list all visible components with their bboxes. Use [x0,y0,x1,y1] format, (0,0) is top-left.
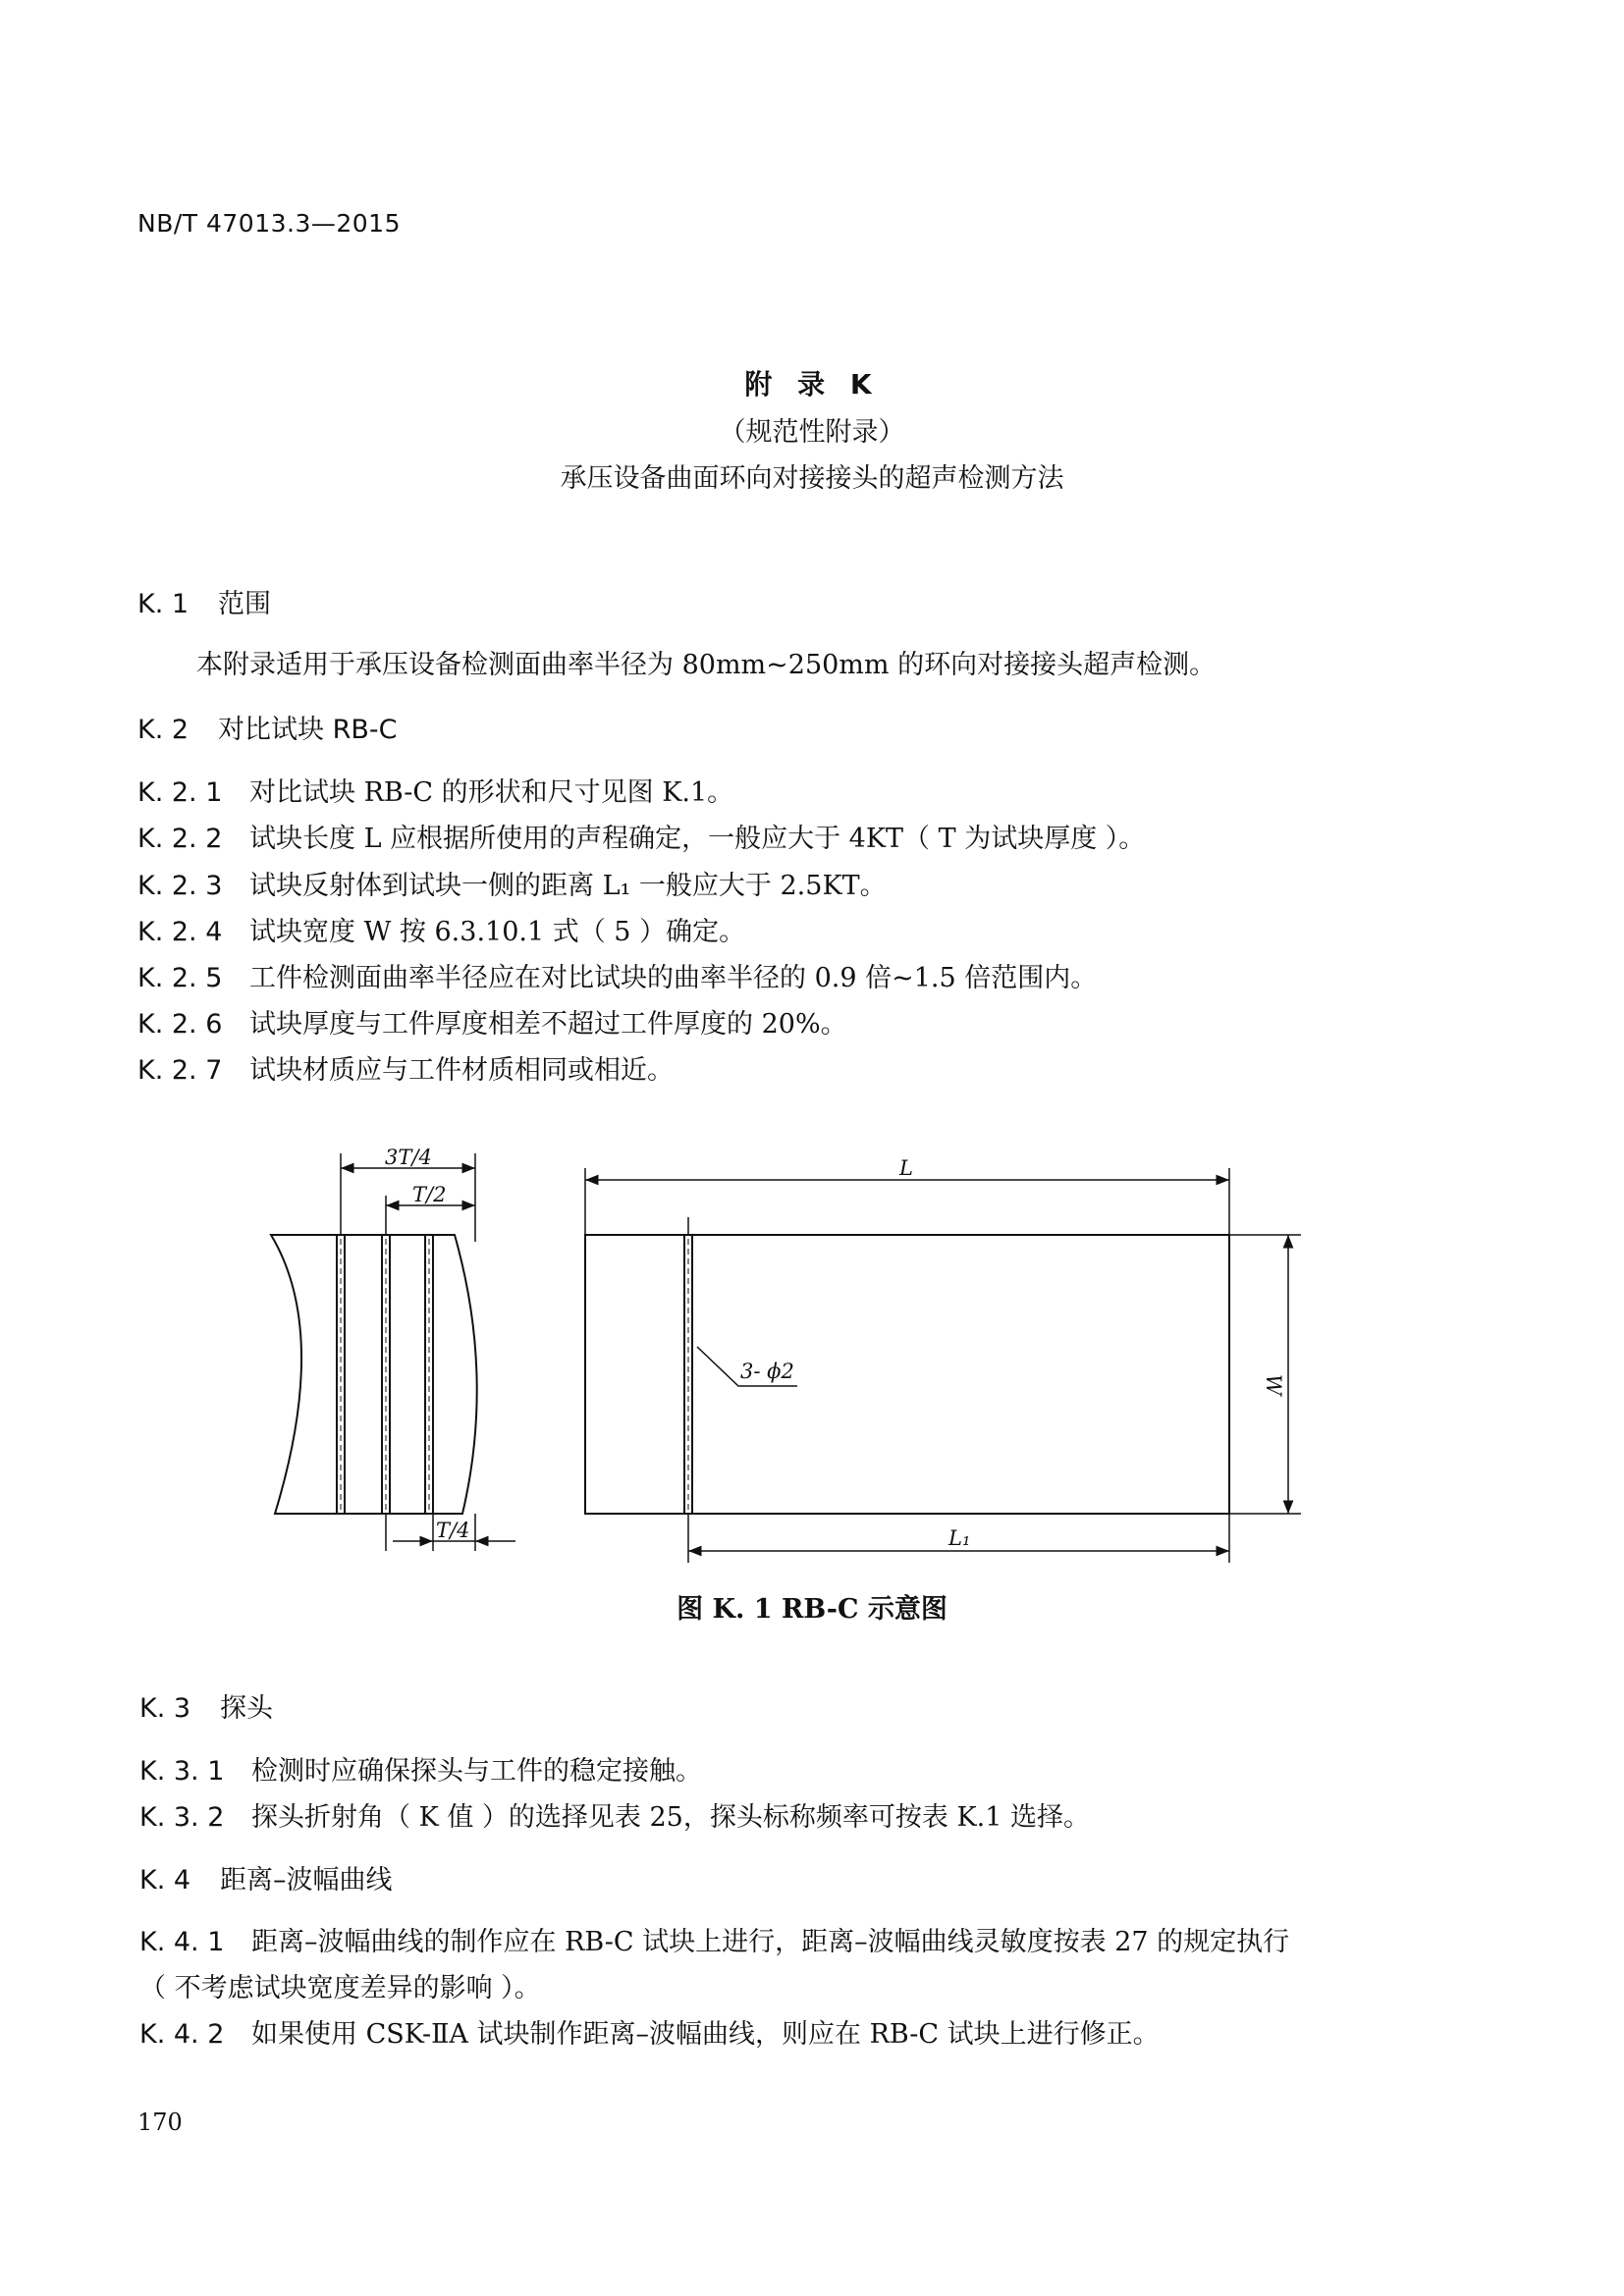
dim-w: W [1262,1374,1285,1396]
clause-text: 试块长度 L 应根据所使用的声程确定，一般应大于 4KT（ T 为试块厚度 ）。 [249,824,1146,854]
page-number: 170 [137,2109,183,2136]
clause-text: 试块宽度 W 按 6.3.10.1 式（ 5 ）确定。 [249,917,746,947]
dim-l: L [899,1156,913,1180]
section-title: 距离–波幅曲线 [220,1865,393,1896]
clause-k3-1 [139,1749,702,1788]
clause-text: 检测时应确保探头与工件的稳定接触。 [251,1756,702,1787]
clause-text: 试块厚度与工件厚度相差不超过工件厚度的 20%。 [249,1009,847,1040]
holes-label: 3- ϕ2 [740,1360,794,1383]
clause-number: K. 2. 1 [137,777,223,808]
section-k1-text: 本附录适用于承压设备检测面曲率半径为 80mm~250mm 的环向对接接头超声检测。 [196,650,1217,680]
clause-number: K. 2. 3 [137,871,223,901]
clause-number: K. 2. 4 [137,917,223,947]
clause-k3-2 [139,1795,1090,1834]
appendix-title: 附 录 K [744,368,880,400]
section-k3-heading [139,1686,273,1725]
clause-number: K. 3. 1 [139,1756,225,1787]
clause-text: 如果使用 CSK-ⅡA 试块制作距离–波幅曲线，则应在 RB-C 试块上进行修正。 [251,2019,1160,2050]
clause-k4-1 [139,1920,1289,1958]
section-number: K. 4 [139,1865,191,1896]
clause-number: K. 2. 6 [137,1009,223,1040]
clause-k4-1-continuation: （ 不考虑试块宽度差异的影响 ）。 [139,1973,541,2003]
section-number: K. 3 [139,1693,191,1724]
clause-number: K. 2. 2 [137,824,223,854]
dim-t-2: T/2 [412,1183,447,1206]
section-number: K. 1 [137,589,189,619]
section-title: 探头 [220,1693,273,1724]
dim-3t-4: 3T/4 [385,1146,432,1169]
section-title: 对比试块 RB-C [218,715,398,745]
clause-number: K. 4. 1 [139,1927,225,1957]
section-number: K. 2 [137,715,189,745]
clause-number: K. 2. 7 [137,1055,223,1086]
clause-k4-2 [139,2012,1160,2051]
clause-text: 探头折射角（ K 值 ）的选择见表 25，探头标称频率可按表 K.1 选择。 [251,1802,1090,1833]
curved-block-outline [271,1235,477,1514]
clause-text: 工件检测面曲率半径应在对比试块的曲率半径的 0.9 倍~1.5 倍范围内。 [249,963,1098,993]
appendix-type: （规范性附录） [719,417,905,448]
dim-l1: L₁ [948,1526,971,1550]
dim-t-4: T/4 [436,1519,470,1542]
rect-block-outline [585,1235,1229,1514]
clause-text: 试块材质应与工件材质相同或相近。 [249,1055,674,1086]
section-k4-heading [139,1858,393,1896]
appendix-name: 承压设备曲面环向对接接头的超声检测方法 [560,463,1064,494]
clause-text: 距离–波幅曲线的制作应在 RB-C 试块上进行，距离–波幅曲线灵敏度按表 27 的规定执行 [251,1927,1290,1957]
figure-caption: 图 K. 1 RB-C 示意图 [677,1594,947,1625]
section-title: 范围 [218,589,271,619]
clause-number: K. 2. 5 [137,963,223,993]
clause-number: K. 4. 2 [139,2019,225,2050]
standard-code: NB/T 47013.3—2015 [137,209,401,238]
clause-text: 试块反射体到试块一侧的距离 L₁ 一般应大于 2.5KT。 [249,871,887,901]
clause-number: K. 3. 2 [139,1802,225,1833]
clause-text: 对比试块 RB-C 的形状和尺寸见图 K.1。 [249,777,734,808]
